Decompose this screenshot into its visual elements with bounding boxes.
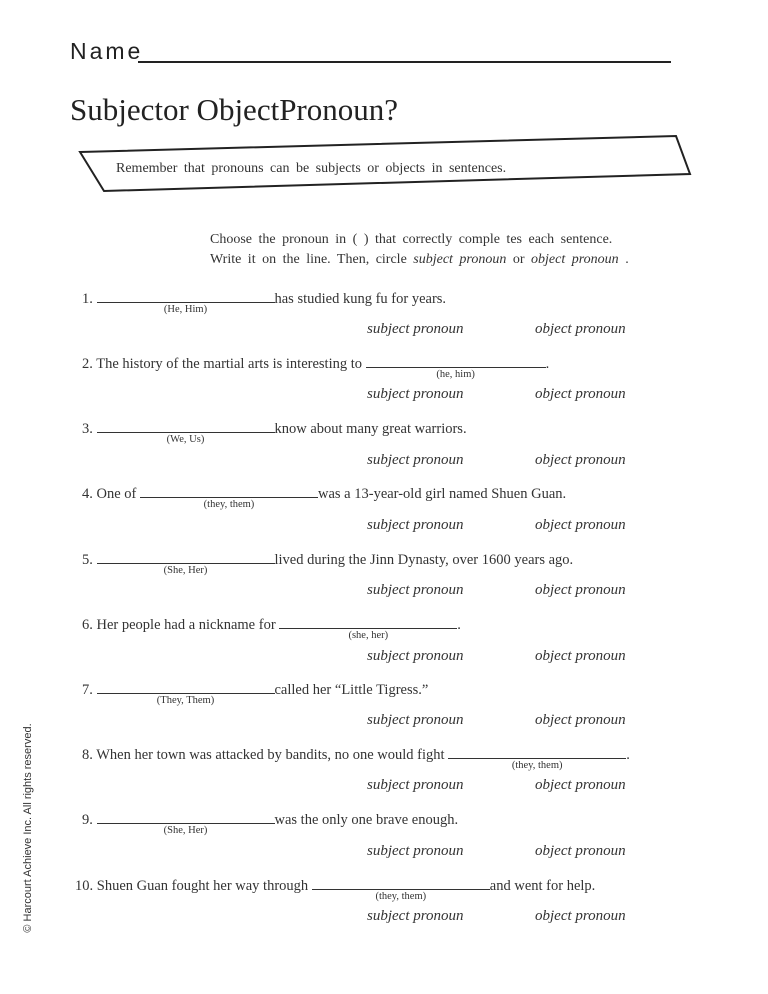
question-8-after: . — [626, 747, 630, 763]
question-9 — [82, 811, 459, 836]
question-3-object-choice[interactable]: object pronoun — [535, 452, 626, 468]
question-2-after: . — [545, 356, 550, 372]
question-10-after: and went for help. — [489, 878, 596, 894]
name-label: Name — [70, 38, 144, 64]
question-10 — [75, 877, 596, 902]
question-7-options: (They, Them) — [156, 695, 215, 706]
instructions-end: . — [625, 252, 629, 267]
question-8-before: 8. When her town was attacked by bandits, no one would fight — [82, 747, 445, 763]
question-3-answer-blank[interactable] — [97, 420, 275, 445]
question-4-answer-blank[interactable] — [140, 485, 318, 510]
question-6-subject-choice[interactable]: subject pronoun — [367, 648, 464, 664]
question-3-subject-choice[interactable]: subject pronoun — [367, 452, 464, 468]
name-field[interactable] — [138, 61, 671, 63]
question-4-subject-choice[interactable]: subject pronoun — [367, 517, 464, 533]
question-2-answer-blank[interactable] — [366, 355, 546, 380]
instructions-or: or — [512, 252, 525, 267]
question-9-object-choice[interactable]: object pronoun — [535, 843, 626, 859]
question-5 — [82, 551, 574, 576]
instructions-object-term: object pronoun — [531, 252, 619, 267]
question-8-options: (they, them) — [511, 760, 563, 771]
question-1-object-choice[interactable]: object pronoun — [535, 321, 626, 337]
question-5-subject-choice[interactable]: subject pronoun — [367, 582, 464, 598]
instructions-subject-term: subject pronoun — [413, 252, 507, 267]
question-2-options: (he, him) — [436, 369, 475, 380]
question-7-object-choice[interactable]: object pronoun — [535, 712, 626, 728]
question-5-answer-blank[interactable] — [97, 551, 275, 576]
question-6 — [82, 616, 461, 641]
question-1 — [82, 290, 447, 315]
reminder-text: Remember that pronouns can be subjects or objects in sentences. — [116, 161, 507, 176]
question-8-object-choice[interactable]: object pronoun — [535, 777, 626, 793]
question-10-object-choice[interactable]: object pronoun — [535, 908, 626, 924]
question-8-subject-choice[interactable]: subject pronoun — [367, 777, 464, 793]
question-4-after: was a 13-year-old girl named Shuen Guan. — [318, 486, 567, 502]
question-4-object-choice[interactable]: object pronoun — [535, 517, 626, 533]
question-7-subject-choice[interactable]: subject pronoun — [367, 712, 464, 728]
question-3-options: (We, Us) — [166, 434, 205, 445]
question-2-object-choice[interactable]: object pronoun — [535, 386, 626, 402]
question-3 — [82, 420, 467, 445]
question-1-before: 1. — [82, 291, 93, 307]
question-4-options: (they, them) — [203, 499, 255, 510]
question-5-after: lived during the Jinn Dynasty, over 1600 years ago. — [274, 552, 574, 568]
question-8-answer-blank[interactable] — [448, 746, 626, 771]
question-1-options: (He, Him) — [163, 304, 208, 315]
copyright-notice: © Harcourt Achieve Inc. All rights reserved. — [22, 723, 34, 933]
question-1-answer-blank[interactable] — [97, 290, 275, 315]
instructions-prefix: Write it on the line. Then, circle — [210, 252, 407, 267]
question-6-options: (she, her) — [348, 630, 389, 641]
question-1-subject-choice[interactable]: subject pronoun — [367, 321, 464, 337]
question-9-after: was the only one brave enough. — [274, 812, 459, 828]
question-9-answer-blank[interactable] — [97, 811, 275, 836]
question-5-before: 5. — [82, 552, 93, 568]
question-4 — [82, 485, 567, 510]
question-6-before: 6. Her people had a nickname for — [82, 617, 276, 633]
instructions-line-1: Choose the pronoun in ( ) that correctly comple tes each sentence. — [210, 232, 613, 247]
question-5-options: (She, Her) — [163, 565, 208, 576]
question-6-answer-blank[interactable] — [279, 616, 457, 641]
question-10-before: 10. Shuen Guan fought her way through — [75, 878, 309, 894]
question-8 — [82, 746, 630, 771]
page-title: Subjector ObjectPronoun? — [70, 92, 399, 127]
question-2-subject-choice[interactable]: subject pronoun — [367, 386, 464, 402]
question-5-object-choice[interactable]: object pronoun — [535, 582, 626, 598]
question-4-before: 4. One of — [82, 486, 137, 502]
question-7 — [82, 681, 429, 706]
question-1-after: has studied kung fu for years. — [274, 291, 447, 307]
question-9-options: (She, Her) — [163, 825, 208, 836]
question-10-answer-blank[interactable] — [312, 877, 490, 902]
question-9-subject-choice[interactable]: subject pronoun — [367, 843, 464, 859]
question-7-answer-blank[interactable] — [97, 681, 275, 706]
question-3-after: know about many great warriors. — [274, 421, 467, 437]
question-10-subject-choice[interactable]: subject pronoun — [367, 908, 464, 924]
question-7-after: called her “Little Tigress.” — [274, 682, 429, 698]
instructions-line-2 — [210, 252, 629, 268]
question-9-before: 9. — [82, 812, 93, 828]
question-6-object-choice[interactable]: object pronoun — [535, 648, 626, 664]
question-7-before: 7. — [82, 682, 93, 698]
question-6-after: . — [457, 617, 461, 633]
question-10-options: (they, them) — [375, 891, 427, 902]
question-3-before: 3. — [82, 421, 93, 437]
question-2-before: 2. The history of the martial arts is interesting to — [82, 356, 363, 372]
question-2 — [82, 355, 550, 380]
